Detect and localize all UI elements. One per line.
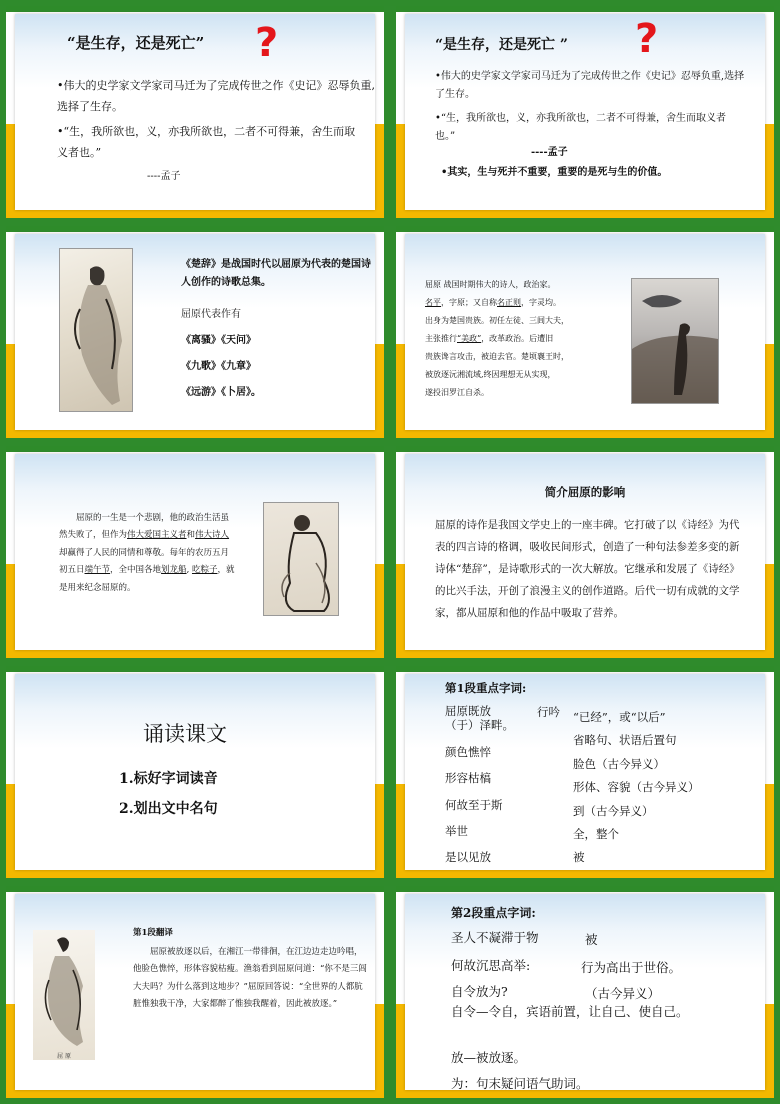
- slide-title: 第1段重点字词:: [445, 681, 527, 695]
- meaning-item: 被: [585, 932, 598, 947]
- qu-yuan-portrait: [59, 248, 133, 412]
- bio-text: ，字灵均。: [521, 298, 561, 307]
- question-mark-icon: ?: [635, 16, 659, 62]
- question-mark-icon: ?: [255, 20, 279, 66]
- term-item: 何故沉思高举:: [451, 958, 531, 973]
- para-underlined: 端午节: [84, 565, 111, 576]
- term-item: 形容枯槁: [445, 771, 491, 786]
- para-text: ,: [186, 565, 192, 576]
- bio-underlined: 名正则: [497, 298, 521, 307]
- bio-text: ，改革政治。后遭旧: [481, 334, 554, 343]
- note-item: 放—被放逐。: [451, 1050, 527, 1065]
- slide-7[interactable]: [6, 666, 384, 878]
- attribution: ----孟子: [147, 171, 181, 182]
- para-text: ，全中国各地: [110, 565, 162, 576]
- bio-text: ，字原；又自称: [441, 298, 497, 307]
- term-item: 颜色憔悴: [445, 744, 491, 759]
- bio-text: 主张推行: [425, 334, 457, 343]
- para-underlined: 伟大爱国主义者: [127, 530, 187, 541]
- slide-card: [405, 674, 765, 870]
- note-item: 为：句末疑问语气助词。: [451, 1076, 589, 1091]
- portrait-caption: 屈 原: [57, 1053, 71, 1060]
- meaning-list: [573, 710, 700, 865]
- bio-line: [425, 330, 625, 348]
- slide-title: 第1段翻译: [133, 928, 173, 938]
- translation-paragraph: 屈原被放逐以后，在湘江一带徘徊，在江边边走边吟唱，他脸色憔悴，形体容貌枯瘦。渔翁看到屈原问道：“你不是三闾大夫吗？为什么落到这地步？”屈原回答说：“全世界的人都肮脏惟独我干净，大家都醉了惟独我醒着，因此被放逐。”: [133, 947, 367, 1010]
- slide-6[interactable]: [396, 446, 774, 658]
- slide-2[interactable]: [396, 6, 774, 218]
- works-list-item: 《远游》《卜居》。: [181, 387, 261, 398]
- slide-title: 简介屈原的影响: [544, 485, 626, 499]
- meaning-item: 脸色（古今异义）: [573, 756, 665, 771]
- slide-9[interactable]: [6, 886, 384, 1098]
- works-list-item: 《九歌》《九章》: [181, 361, 256, 372]
- slide-title: 诵读课文: [143, 722, 227, 746]
- meaning-item: （古今异义）: [585, 986, 661, 1001]
- bio-line: 屈原 战国时期伟大的诗人，政治家。: [425, 280, 556, 289]
- slide-card: [15, 674, 375, 870]
- paragraph: 屈原代表作有: [181, 309, 241, 320]
- meaning-item: “已经”，或“以后”: [573, 710, 666, 724]
- paragraph: •伟大的史学家文学家司马迁为了完成传世之作《史记》忍辱负重,选择了生存。: [435, 71, 745, 100]
- slide-8[interactable]: [396, 666, 774, 878]
- slide-card: [405, 894, 765, 1090]
- slide-card: [405, 14, 765, 210]
- slide-card: [15, 234, 375, 430]
- works-list-item: 《离骚》《天问》: [181, 335, 256, 346]
- task-item: 2.划出文中名句: [119, 801, 218, 817]
- paragraph: 屈原的诗作是我国文学史上的一座丰碑。它打破了以《诗经》为代表的四言诗的格调，吸收民间形式，创造了一种句法参差多变的新诗体“楚辞”，是诗歌形式的一次大解放。它继承和发展了《诗经》的比兴手法，开创了浪漫主义的创作道路。后代一切有成就的文学家，都从屈原和他的作品中吸取了营养。: [435, 519, 740, 620]
- slide-3[interactable]: [6, 226, 384, 438]
- para-text: 屈原的一生是一个悲剧，他的政治生活虽然失败了，但作为: [59, 513, 230, 541]
- term-list: [445, 704, 514, 865]
- paragraph: •“生，我所欲也，义，亦我所欲也，二者不可得兼，舍生而取义者也。”: [435, 113, 727, 142]
- bio-underlined: “美政”: [457, 334, 482, 343]
- para-underlined: 吃粽子: [191, 565, 218, 576]
- figure-sketch: [264, 503, 338, 615]
- slide-1[interactable]: [6, 6, 384, 218]
- paragraph: •“生，我所欲也，义，亦我所欲也，二者不可得兼，舍生而取义者也。”: [57, 125, 356, 159]
- qu-yuan-portrait: [33, 930, 95, 1060]
- para-underlined: 划龙船: [161, 565, 187, 576]
- slide-card: [15, 454, 375, 650]
- slide-card: [15, 894, 375, 1090]
- para-text: 和: [186, 530, 196, 541]
- para-text: ，就是用来纪念屈原的。: [59, 565, 235, 593]
- attribution: ----孟子: [531, 147, 568, 158]
- figure-sketch: [632, 279, 718, 403]
- figure-sketch: [60, 249, 132, 411]
- bio-line: 出身为楚国贵族。初任左徒、三闾大夫，: [425, 316, 569, 325]
- meaning-item: 到（古今异义）: [573, 803, 654, 818]
- meaning-item: 行为高出于世俗。: [581, 960, 682, 975]
- term-item: 何故至于斯: [445, 797, 503, 812]
- slide-5[interactable]: [6, 446, 384, 658]
- slide-card: [405, 234, 765, 430]
- meaning-item: 省略句、状语后置句: [573, 733, 677, 748]
- slide-title: 第2段重点字词:: [451, 906, 536, 920]
- term-item: 行吟: [537, 705, 560, 719]
- task-item: 1.标好字词读音: [119, 771, 218, 787]
- slide-title: “是生存，还是死亡 ”: [435, 37, 568, 53]
- meaning-item: 全，整个: [573, 826, 619, 841]
- term-item: 是以见放: [445, 850, 491, 865]
- para-underlined: 伟大诗人: [195, 530, 230, 541]
- bio-line: [425, 294, 625, 312]
- slide-card: [405, 454, 765, 650]
- qu-yuan-portrait: [263, 502, 339, 616]
- bio-line: 被放逐沅湘流域,终因理想无从实现，: [425, 370, 556, 379]
- bio-underlined: 名平: [425, 298, 441, 307]
- term-item: 举世: [445, 823, 468, 838]
- para-text: 却赢得了人民的同情和尊敬。每年的农历五月初五日: [59, 547, 230, 576]
- slide-card: [15, 14, 375, 210]
- paragraph: •伟大的史学家文学家司马迁为了完成传世之作《史记》忍辱负重,选择了生存。: [57, 79, 375, 113]
- slide-10[interactable]: [396, 886, 774, 1098]
- bio-line: 遂投汨罗江自杀。: [425, 388, 489, 397]
- bio-line: 贵族谗言攻击，被迫去官。楚顷襄王时，: [425, 352, 569, 361]
- figure-sketch: [33, 930, 95, 1048]
- biography-text: [425, 276, 625, 402]
- qu-yuan-painting: [631, 278, 719, 404]
- meaning-item: 被: [573, 850, 585, 865]
- meaning-item: 形体、容貌（古今异义）: [573, 780, 700, 795]
- term-item: 自令放为?: [451, 984, 508, 999]
- term-item: 屈原既放: [445, 704, 491, 718]
- paragraph: •其实，生与死并不重要，重要的是死与生的价值。: [441, 167, 668, 178]
- slide-title: “是生存，还是死亡”: [67, 34, 205, 52]
- slide-4[interactable]: [396, 226, 774, 438]
- paragraph: [59, 510, 235, 597]
- paragraph: 《楚辞》是战国时代以屈原为代表的楚国诗人创作的诗歌总集。: [181, 259, 371, 288]
- term-item: 圣人不凝滞于物: [451, 930, 539, 945]
- term-item: （于）泽畔。: [445, 718, 514, 733]
- note-item: 自令—令自，宾语前置，让自己、使自己。: [451, 1004, 689, 1019]
